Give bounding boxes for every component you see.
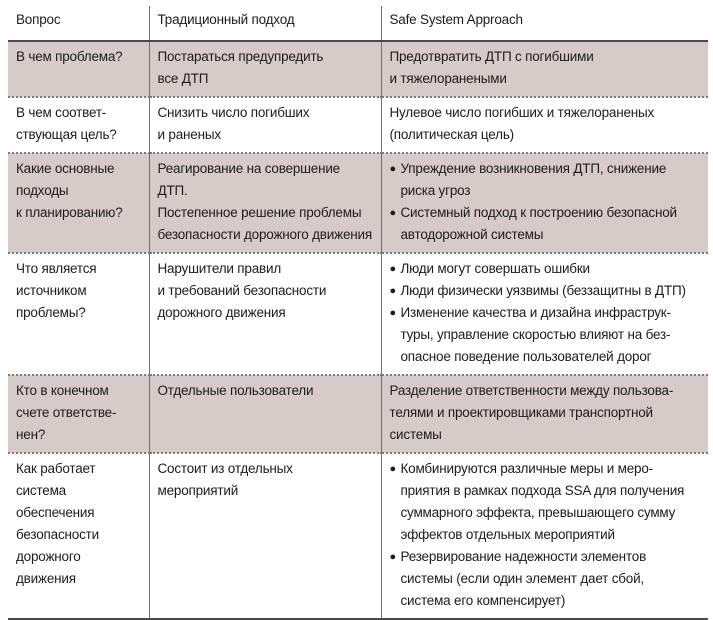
bullet-item (390, 258, 701, 280)
cell-line: Люди физически уязвимы (беззащитны в ДТП) (400, 283, 686, 298)
question-cell (8, 41, 149, 97)
traditional-cell (149, 253, 381, 375)
bullet-item (390, 302, 701, 368)
paragraph (390, 46, 701, 90)
table-row (8, 253, 708, 375)
cell-line: безопасности дорожного движения (157, 227, 372, 242)
bullet-icon: ● (389, 463, 396, 475)
paragraph (158, 102, 373, 146)
ssa-cell (381, 41, 708, 97)
header-ssa: Safe System Approach (381, 6, 708, 41)
bullet-icon: ● (389, 207, 396, 219)
cell-line: туры, управление скоростью влияют на без- (400, 327, 671, 342)
question-cell (8, 453, 149, 619)
cell-line: дорожного (16, 549, 81, 564)
cell-line: Нарушители правил (157, 261, 282, 276)
bullet-item (390, 458, 701, 546)
cell-line: приятия в рамках подхода SSA для получения (400, 483, 685, 498)
bullet-icon: ● (389, 307, 396, 319)
bullet-item (390, 280, 701, 302)
cell-line: Системный подход к построению безопасной (400, 205, 677, 220)
cell-line: Изменение качества и дизайна инфраструк- (400, 305, 671, 320)
ssa-cell (381, 375, 708, 453)
cell-line: Комбинируются различные меры и меро- (400, 461, 653, 476)
cell-line: Постепенное решение проблемы (157, 205, 362, 220)
header-row (8, 6, 708, 41)
cell-line: мероприятий (157, 483, 239, 498)
cell-line: движения (16, 571, 76, 586)
question-cell (8, 253, 149, 375)
traditional-cell (149, 153, 381, 253)
question-cell (8, 375, 149, 453)
paragraph (158, 158, 373, 202)
table-row (8, 41, 708, 97)
traditional-cell (149, 375, 381, 453)
paragraph (158, 258, 373, 324)
cell-line: В чем проблема? (16, 49, 123, 64)
bullet-icon: ● (389, 285, 396, 297)
cell-line: (политическая цель) (389, 127, 514, 142)
cell-line: Постараться предупредить (157, 49, 324, 64)
bullet-icon: ● (389, 263, 396, 275)
header-traditional: Традиционный подход (149, 6, 381, 41)
comparison-table (8, 6, 708, 620)
cell-line: обеспечения (16, 505, 95, 520)
table-row (8, 153, 708, 253)
traditional-cell (149, 41, 381, 97)
cell-line: проблемы? (16, 305, 86, 320)
cell-line: Резервирование надежности элементов (400, 549, 647, 564)
cell-line: безопасности (16, 527, 99, 542)
traditional-cell (149, 453, 381, 619)
cell-line: система (16, 483, 66, 498)
table-row (8, 375, 708, 453)
cell-line: Какие основные (16, 161, 115, 176)
paragraph (390, 102, 701, 146)
header-question: Вопрос (8, 6, 149, 41)
cell-line: Упреждение возникновения ДТП, снижение (400, 161, 667, 176)
traditional-cell (149, 97, 381, 153)
cell-line: Как работает (16, 461, 96, 476)
paragraph (390, 380, 701, 446)
cell-line: подходы (16, 183, 69, 198)
cell-line: и тяжелоранеными (389, 71, 507, 86)
table-row (8, 97, 708, 153)
question-cell (8, 153, 149, 253)
cell-line: системы (389, 427, 442, 442)
cell-line: Предотвратить ДТП с погибшими (389, 49, 594, 64)
cell-line: все ДТП (157, 71, 209, 86)
cell-line: Нулевое число погибших и тяжелораненых (389, 105, 655, 120)
cell-line: В чем соответ- (16, 105, 107, 120)
cell-line: телями и проектировщиками транспортной (389, 405, 653, 420)
cell-line: счете ответстве- (16, 405, 117, 420)
cell-line: Снизить число погибших (157, 105, 310, 120)
cell-line: Состоит из отдельных (157, 461, 293, 476)
cell-line: Кто в конечном (16, 383, 109, 398)
cell-line: Люди могут совершать ошибки (400, 261, 590, 276)
cell-line: системы (если один элемент дает сбой, (400, 571, 644, 586)
paragraph (158, 458, 373, 502)
cell-line: Разделение ответственности между пользова- (389, 383, 674, 398)
ssa-cell (381, 97, 708, 153)
bullet-icon: ● (389, 163, 396, 175)
table-row (8, 453, 708, 619)
ssa-cell (381, 153, 708, 253)
ssa-cell (381, 453, 708, 619)
cell-line: риска угроз (400, 183, 471, 198)
cell-line: суммарного эффекта, превышающего сумму (400, 505, 676, 520)
question-cell (8, 97, 149, 153)
cell-line: ДТП. (157, 183, 188, 198)
cell-line: источником (16, 283, 87, 298)
cell-line: Реагирование на совершение (157, 161, 340, 176)
paragraph (158, 202, 373, 246)
cell-line: автодорожной системы (400, 227, 544, 242)
cell-line: и требований безопасности (157, 283, 327, 298)
cell-line: Что является (16, 261, 97, 276)
paragraph (158, 46, 373, 90)
cell-line: эффектов отдельных мероприятий (400, 527, 615, 542)
cell-line: система его компенсирует) (400, 593, 566, 608)
cell-line: опасное поведение пользователей дорог (400, 349, 652, 364)
cell-line: к планированию? (16, 205, 123, 220)
ssa-cell (381, 253, 708, 375)
paragraph (158, 380, 373, 402)
bullet-item (390, 546, 701, 612)
bullet-item (390, 202, 701, 246)
cell-line: и раненых (157, 127, 221, 142)
cell-line: Отдельные пользователи (157, 383, 314, 398)
bullet-item (390, 158, 701, 202)
cell-line: нен? (16, 427, 46, 442)
cell-line: дорожного движения (157, 305, 286, 320)
cell-line: ствующая цель? (16, 127, 117, 142)
bullet-icon: ● (389, 551, 396, 563)
